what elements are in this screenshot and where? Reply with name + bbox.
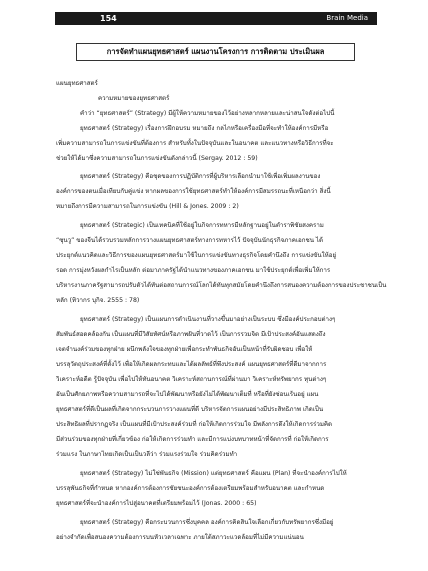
paragraph-line: ยุทธศาสตร์ (Strategy) คือกระบวนการซึ่งบุคคล องค์การคิดสินใจเลือกเกี่ยวกับทรัพยากรซึ่งมีอยู่ <box>80 519 334 526</box>
page-number: 154 <box>100 14 117 23</box>
paragraph-line: “ซุนวู” ของจีนได้รวบรวมหลักการวางแผนยุทธศาสตร์ทางการทหารไว้ ปัจจุบันนักธุรกิจภาคเอกชน ได้ <box>56 237 324 244</box>
paragraph-line: เจตจำนงค์ร่วมของทุกฝ่าย ผนึกพลังใจของทุกฝ่ายเพื่อกระทำพันธกิจอันเป็นหน้าที่รับผิดชอบ เพื่อให้ <box>56 346 313 353</box>
paragraph-line: หลัก (ทิวากร บุกิจ. 2555 : 78) <box>56 297 140 304</box>
heading-strategy-plan: แผนยุทธศาสตร์ <box>56 80 98 87</box>
paragraph-line: ร่วมแรง ในภาษาไทยเกิดเป็นเป็นวลีว่า ร่วมแรงร่วมใจ ร่วมคิดร่วมทำ <box>56 451 238 458</box>
paragraph-line: บริหารงานภาครัฐสามารถปรับตัวได้ทันต่อสถานการณ์โลกได้ทันทุกสมัยโดยคำนึงถึงการสนองความต้องการของประชาชนเป็น <box>56 282 387 289</box>
paragraph-line: สัมพันธ์สอดคล้องกัน เป็นแผนที่มีวิสัยทัศน์หรือภาพฝันที่วาดไว้ เป็นการรวมจิต มีเป้าประสงค์อันแสดงถึง <box>56 331 326 338</box>
paragraph-line: เพิ่มความสามารถในการแข่งขันที่ต้องการ สำหรับทั้งในปัจจุบันและในอนาคต และแนวทางหรือวิธีการที่จะ <box>56 140 334 147</box>
paragraph-line: รอด การมุ่งหวังผลกำไรเป็นหลัก ต่อมาภาครัฐได้นำแนวทางของภาคเอกชน มาใช้ประยุกต์เพื่อเพิ่มให้การ <box>56 267 331 274</box>
paragraph-line: หมายถึงการมีความสามารถในการแข่งขัน (Hill & Jones. 2009 : 2) <box>56 203 239 210</box>
paragraph-line: ยุทธศาสตร์ (Strategy) ไม่ใช่พันธกิจ (Mission) แต่ยุทธศาสตร์ คือแผน (Plan) ที่จะนำองค์การไปให้ <box>80 470 347 477</box>
paragraph-line: ช่วยให้ได้มาซึ่งความสามารถในการแข่งขันดังกล่าวนี้ (Sergay. 2012 : 59) <box>56 155 258 162</box>
paragraph-line: บรรลุวัตถุประสงค์ที่ตั้งไว้ เพื่อให้เกิดผลกระทบและได้ผลลัพธ์ที่พึงประสงค์ แผนยุทธศาสตร์ที่ดีมาจากการ <box>56 361 327 368</box>
paragraph-line: บรรลุพันธกิจที่กำหนด หากองค์การต้องการชัยชนะองค์การต้องเตรียมพร้อมสำหรับอนาคต และกำหนด <box>56 485 325 492</box>
section-title-box <box>76 43 355 61</box>
paragraph-line: ยุทธศาสตร์ (Strategy) เรื่องการฝึกอบรม หมายถึง กลไกหรือเครื่องมือที่จะทำให้องค์การมีหรือ <box>80 125 329 132</box>
paragraph-line: ยุทธศาสตร์ที่ดีเป็นผลที่เกิดจากกระบวนการวางแผนที่ดี บริหารจัดการแผนอย่างมีประสิทธิภาพ เกิดเป็น <box>56 406 324 413</box>
paragraph-line: คำว่า “ยุทธศาสตร์” (Strategy) มีผู้ให้ความหมายของไว้อย่างหลากหลายและน่าสนใจดังต่อไปนี้ <box>80 110 335 117</box>
paragraph-line: ยุทธศาสตร์ (Strategic) เป็นเทคนิคที่ใช้อยู่ในกิจการทหารมีหลักฐานอยู่ในตำราพิชัยสงคราม <box>80 222 324 229</box>
section-title: การจัดทำแผนยุทธศาสตร์ แผนงานโครงการ การติดตาม ประเมินผล <box>106 47 325 56</box>
paragraph-line: ประสิทธิผลที่ปรากฏจริง เป็นแผนที่มีเป้าประสงค์ร่วมที่ ก่อให้เกิดการร่วมใจ มีพลังการดึงให้เกิดการร่วมคิด <box>56 421 333 428</box>
paragraph-line: อันเป็นศักยภาพหรือความสามารถที่จะไปได้พัฒนาหรือยังไม่ได้พัฒนาเต็มที่ หรือที่ยังซ่อนเร้นอยู่ แผน <box>56 391 319 398</box>
paragraph-line: องค์การของตนเมื่อเทียบกับคู่แข่ง หากผลของการใช้ยุทธศาสตร์ทำให้องค์การมีสมรรถนะที่เหนือกว่า สิ่งนี้ <box>56 188 331 195</box>
paragraph-line: ยุทธศาสตร์ (Strategy) เป็นแผนการดำเนินงานที่วางขึ้นมาอย่างเป็นระบบ ซึ่งมีองค์ประกอบต่างๆ <box>80 316 336 323</box>
paragraph-line: ยุทธศาสตร์ที่จะนำองค์การไปสู่อนาคตที่เตรียมพร้อมไว้ (Jonas. 2000 : 65) <box>56 500 257 507</box>
subheading-strategy-meaning: ความหมายของยุทธศาสตร์ <box>98 95 170 102</box>
brand-name: Brain Media <box>326 14 368 22</box>
paragraph-line: อย่างจำกัดเพื่อสนองความต้องการบนหัวเวลาเฉพาะ ภายใต้สภาวะแวดล้อมที่ไม่มีความแน่นอน <box>56 534 304 541</box>
paragraph-line: ยุทธศาสตร์ (Strategy) คือชุดของการปฏิบัติการที่ผู้บริหารเลือกนำมาใช้เพื่อเพิ่มผลงานของ <box>80 173 321 180</box>
paragraph-line: วิเคราะห์อดีต รู้ปัจจุบัน เพื่อไปให้ทันอนาคต วิเคราะห์สถานการณ์ที่ผ่านมา วิเคราะห์ทรัพยากร ทุนต่างๆ <box>56 376 327 383</box>
paragraph-line: มีส่วนร่วมของทุกฝ่ายที่เกี่ยวข้อง ก่อให้เกิดการร่วมทำ และมีการแบ่งบทบาทหน้าที่จัดการที่ ก่อให้เกิดการ <box>56 436 329 443</box>
paragraph-line: ประยุกต์แนวคิดและวิธีการของแผนยุทธศาสตร์มาใช้ในการแข่งขันทางธุรกิจโดยคำนึงถึง การแข่งขันให้อยู่ <box>56 252 337 259</box>
